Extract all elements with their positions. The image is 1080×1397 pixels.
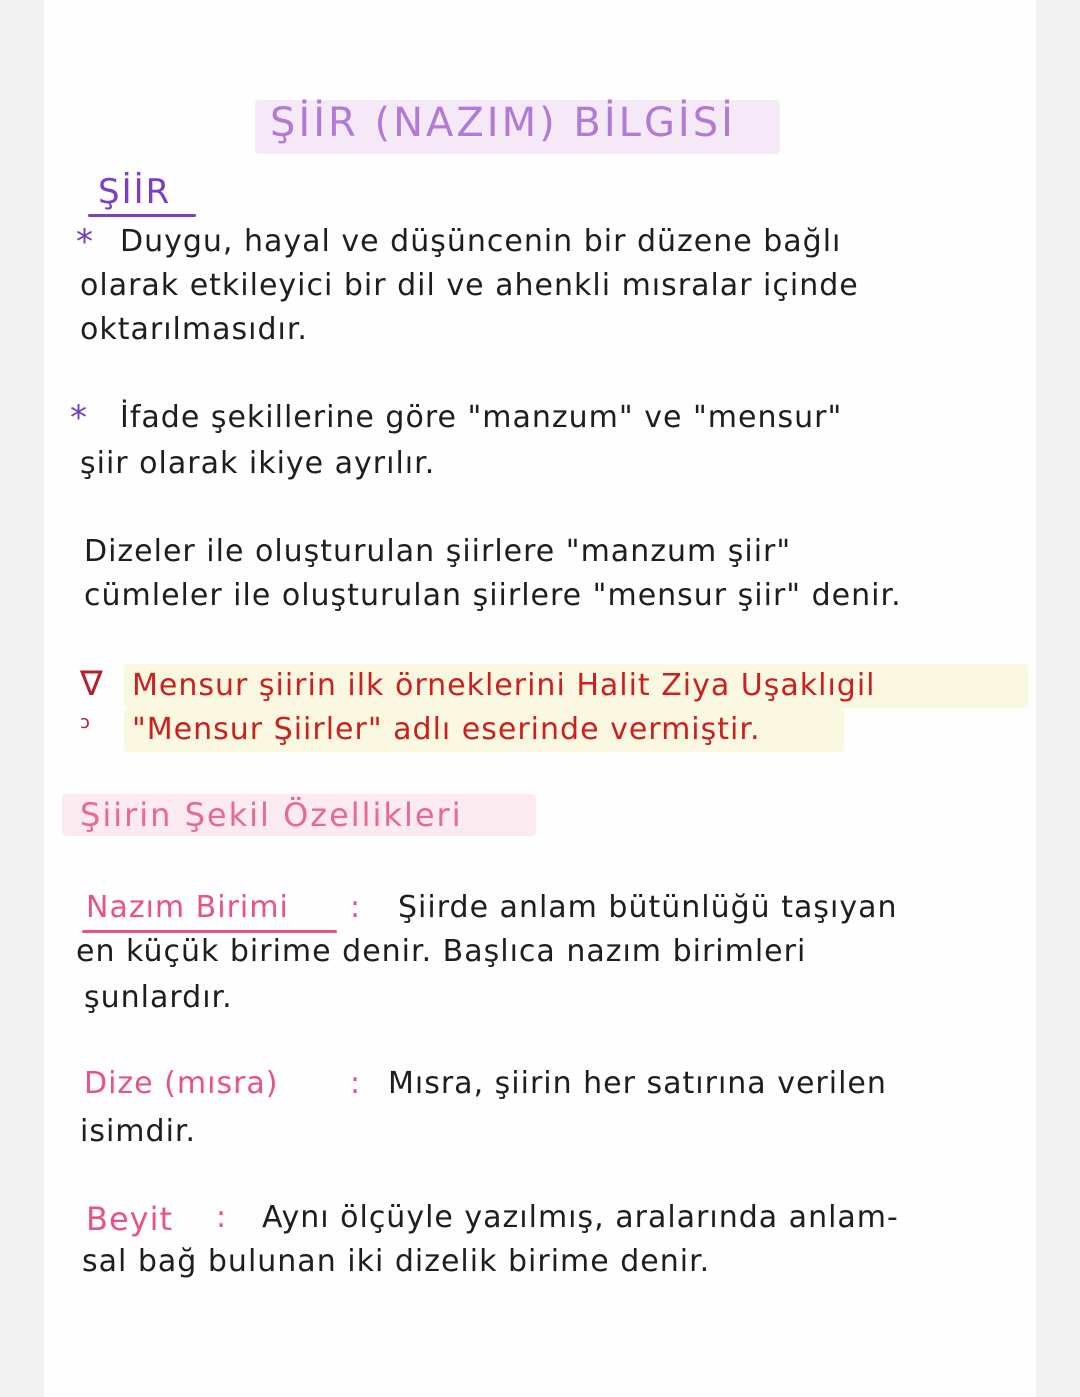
nazim-birimi-line-3: şunlardır. <box>84 980 233 1015</box>
note-line-1: Mensur şiirin ilk örneklerini Halit Ziya Uşaklıgil <box>132 668 876 703</box>
expression-line-2: şiir olarak ikiye ayrılır. <box>80 446 436 481</box>
term-nazim-birimi-underline <box>82 930 337 933</box>
star-icon: * <box>76 222 94 262</box>
term-colon: : <box>350 1066 362 1101</box>
definition-line-1: Dizeler ile oluşturulan şiirlere "manzum şiir" <box>84 534 792 569</box>
page-title: ŞİİR (NAZIM) BİLGİSİ <box>270 100 736 146</box>
term-beyit: Beyit <box>86 1200 174 1238</box>
nazim-birimi-line-2: en küçük birime denir. Başlıca nazım birimleri <box>76 934 807 969</box>
siir-heading: ŞİİR <box>98 172 172 212</box>
section-heading: Şiirin Şekil Özellikleri <box>80 796 463 834</box>
nazim-birimi-line-1: Şiirde anlam bütünlüğü taşıyan <box>398 890 898 925</box>
intro-line-3: oktarılmasıdır. <box>80 312 308 347</box>
note-line-2: "Mensur Şiirler" adlı eserinde vermiştir. <box>132 712 761 747</box>
star-icon: * <box>70 398 88 438</box>
dize-line-2: isimdir. <box>80 1114 197 1149</box>
siir-heading-underline <box>88 214 196 217</box>
dize-line-1: Mısra, şiirin her satırına verilen <box>388 1066 887 1101</box>
term-dize: Dize (mısra) <box>84 1066 279 1101</box>
beyit-line-1: Aynı ölçüyle yazılmış, aralarında anlam- <box>262 1200 899 1235</box>
warning-dot-icon: ↄ <box>80 712 91 733</box>
intro-line-1: Duygu, hayal ve düşüncenin bir düzene bağlı <box>120 224 842 259</box>
intro-line-2: olarak etkileyici bir dil ve ahenkli mısralar içinde <box>80 268 859 303</box>
term-colon: : <box>350 890 362 925</box>
term-colon: : <box>216 1200 228 1235</box>
definition-line-2: cümleler ile oluşturulan şiirlere "mensur şiir" denir. <box>84 578 902 613</box>
expression-line-1: İfade şekillerine göre "manzum" ve "mensur" <box>120 400 843 435</box>
beyit-line-2: sal bağ bulunan iki dizelik birime denir. <box>82 1244 711 1279</box>
term-nazim-birimi: Nazım Birimi <box>86 890 289 925</box>
warning-icon: ∇ <box>80 664 104 704</box>
